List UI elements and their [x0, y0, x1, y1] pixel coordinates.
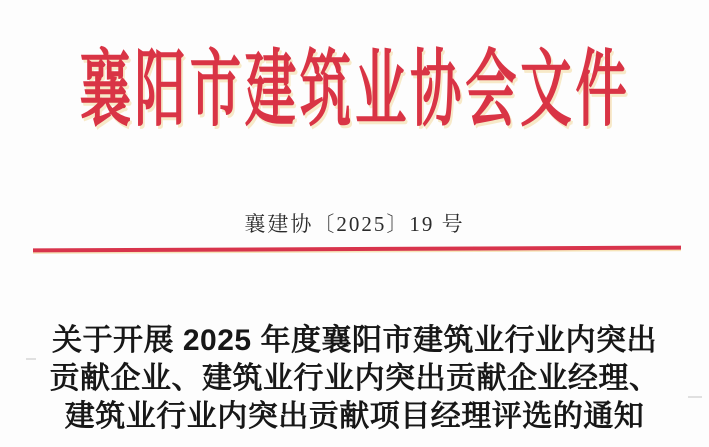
notice-title — [0, 322, 709, 436]
document-number: 襄建协〔2025〕19 号 — [244, 212, 465, 236]
letterhead-header — [0, 43, 709, 137]
notice-title-line-1: 关于开展 2025 年度襄阳市建筑业行业内突出 — [52, 324, 657, 357]
association-letterhead-title: 襄阳市建筑业协会文件 — [79, 43, 630, 137]
scan-artifact-speck — [26, 358, 36, 360]
notice-title-line-2: 贡献企业、建筑业行业内突出贡献企业经理、 — [49, 362, 660, 395]
notice-title-line-3: 建筑业行业内突出贡献项目经理评选的通知 — [64, 400, 645, 433]
red-divider-line — [33, 246, 681, 253]
scan-artifact-speck — [688, 396, 702, 398]
